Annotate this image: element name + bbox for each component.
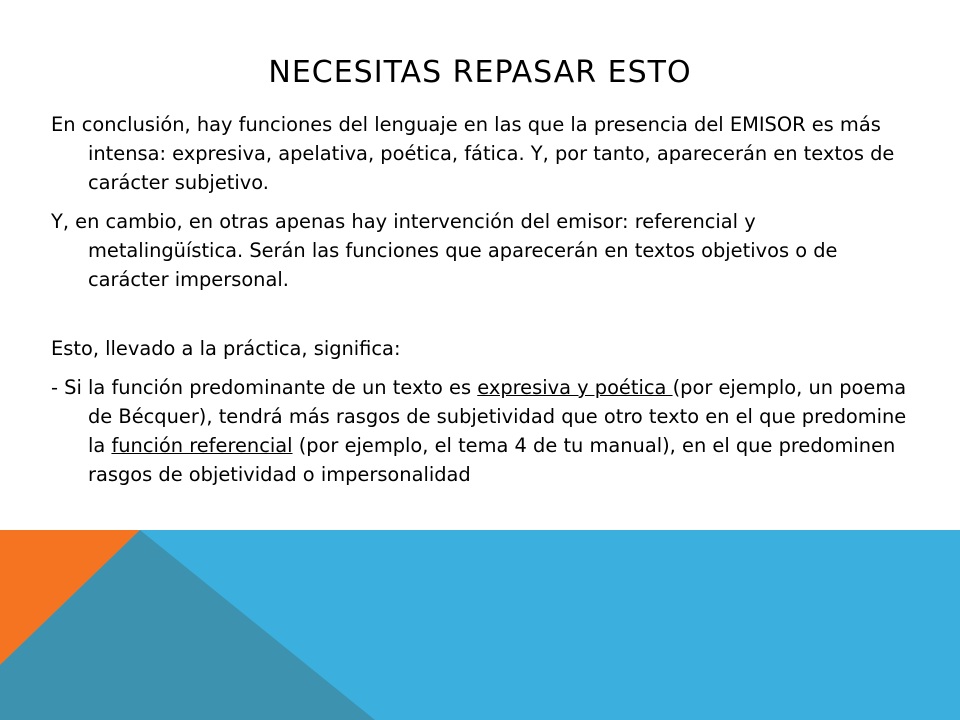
- underlined-expresiva-poetica: expresiva y poética: [477, 376, 673, 399]
- paragraph-objective-functions: Y, en cambio, en otras apenas hay intervención del emisor: referencial y metalingüística. Serán las funciones que aparecerán en textos objetivos o de carácter impersonal.: [51, 210, 838, 291]
- example-text-2: (por ejemplo, un poema de Bécquer), tendrá más rasgos de subjetividad que otro texto en el que predomine la: [88, 376, 907, 457]
- example-text-3: (por ejemplo, el tema 4 de tu manual), en el que predominen rasgos de objetividad o impersonalidad: [88, 434, 896, 486]
- example-text-1: - Si la función predominante de un texto es: [51, 376, 478, 399]
- slide-title: NECESITAS REPASAR ESTO: [268, 55, 692, 90]
- paragraph-practice-intro: Esto, llevado a la práctica, significa:: [51, 337, 401, 360]
- paragraph-conclusion: En conclusión, hay funciones del lenguaje en las que la presencia del EMISOR es más intensa: expresiva, apelativa, poética, fática. Y, por tanto, aparecerán en textos de carácter subjetivo.: [51, 113, 895, 194]
- underlined-funcion-referencial: función referencial: [111, 434, 293, 457]
- paragraph-practice-example: [51, 373, 911, 489]
- slide-body: [51, 110, 911, 499]
